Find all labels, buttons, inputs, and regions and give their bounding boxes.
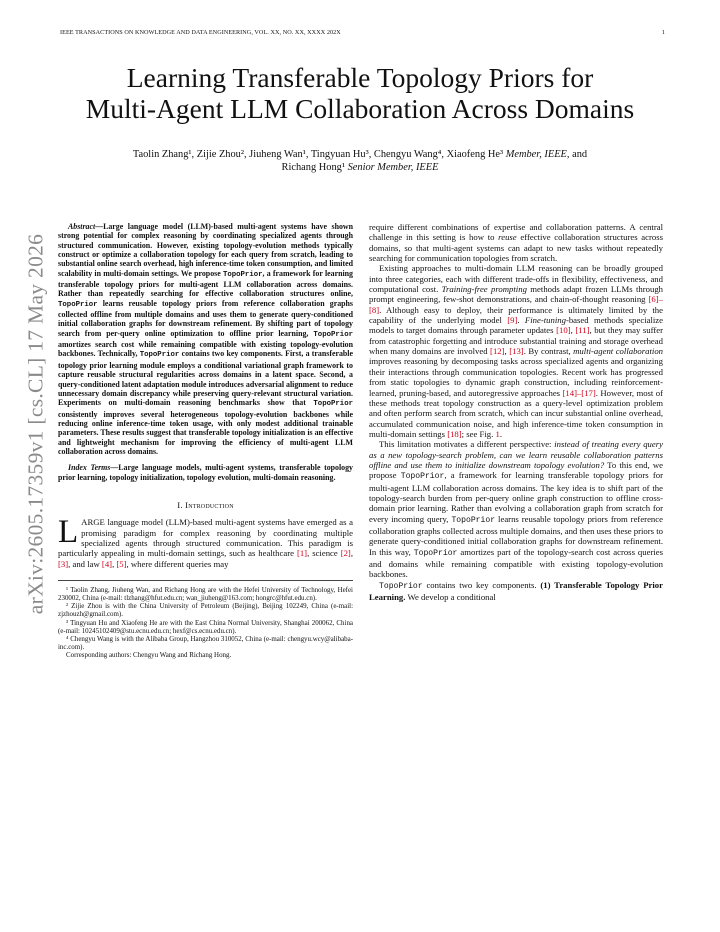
title-line-1: Learning Transferable Topology Priors for — [126, 62, 594, 93]
author-line-2: Richang Hong¹ — [281, 162, 345, 173]
body-text: This limitation motivates a different perspective: — [379, 439, 555, 450]
right-paragraph-2 — [369, 263, 663, 439]
citation-link[interactable]: [9] — [507, 315, 518, 326]
abstract — [58, 222, 353, 456]
author-line-1: Taolin Zhang¹, Zijie Zhou², Jiuheng Wan¹, Tingyuan Hu³, Chengyu Wang⁴, Xiaofeng He³ — [132, 149, 504, 160]
footnote-4: ⁴ Chengyu Wang is with the Alibaba Group, Hangzhou 310052, China (e-mail: chengyu.wcy@alibaba-inc.com). — [58, 634, 353, 652]
intro-text: , — [112, 558, 117, 569]
emphasis: reuse — [498, 232, 517, 243]
citation-link[interactable]: [6]–[8] — [369, 294, 663, 315]
citation-link[interactable]: [3] — [58, 558, 69, 569]
intro-text: , — [350, 548, 353, 559]
bold-run-in-heading: (1) Transferable Topology Prior Learning. — [369, 579, 663, 603]
body-text: To this end, we propose — [369, 459, 663, 481]
body-text: . By contrast, — [523, 346, 574, 357]
body-text: effective collaboration structures across domains, so that multi-agent systems can adapt to new tasks without repeatedly searching for communication topologies from scratch. — [369, 232, 663, 264]
author-list — [52, 148, 668, 174]
abstract-text-2: , a framework for learning transferable topology priors for multi-agent LLM collaboration across domains. Rather than repeatedly searching for effective collaboration structures online, — [58, 268, 353, 299]
footnote-3: ³ Tingyuan Hu and Xiaofeng He are with the East China Normal University, Shanghai 200062, China (e-mail: 10245102409@stu.ecnu.edu.cn; hexf@cs.ecnu.edu.cn). — [58, 618, 353, 635]
citation-link[interactable]: [1] — [296, 548, 308, 559]
abstract-text-3: learns reusable topology priors from reference collaboration graphs collected offline from multiple domains and uses them to generate query-conditioned initial collaboration graphs for downstream refinement. By shifting part of topology search from per-query online optimization to offline prior learning, — [58, 298, 353, 338]
author-line-1-membership: Member, IEEE, — [505, 149, 570, 160]
body-text: , a framework for learning transferable topology priors for multi-agent LLM collaboration across domains. The key idea is to shift part of the topology-search burden from per-query online graph construction to offline cross-domain prior learning. Rather than evolving a collaboration graph from scratch for every incoming query, — [369, 470, 663, 524]
body-text: . Although easy to deploy, their performance is ultimately limited by the capability of the underlying model — [369, 304, 663, 326]
paper-title — [40, 62, 680, 124]
body-text: require different combinations of expertise and collaboration patterns. A central challenge in this setting is how to — [369, 222, 663, 243]
citation-link[interactable]: [13] — [509, 346, 524, 357]
body-text: improves reasoning by decomposing tasks across specialized agents and organizing their interactions through communication topologies. Recent work has progressed from static topologies to dynamic graph construction, including reinforcement-learned, pruning-based, and autoregressive approaches — [369, 356, 663, 398]
abstract-text-5: contains two key components. First, a transferable topology prior learning module employs a conditional variational graph framework to capture reusable structural regularities across domains in a latent space. Second, a query-conditioned latent adaptation module introduces adversarial alignment to reduce unnecessary domain discrepancy while preserving query-relevant structural variation. Experiments on multi-domain reasoning benchmarks show that — [58, 349, 353, 408]
drop-cap: L — [58, 514, 79, 551]
method-name: TopoPrior — [379, 581, 423, 591]
body-text: methods adapt frozen LLMs through prompt engineering, few-shot demonstrations, and chain-of-thought reasoning — [369, 284, 664, 305]
body-text: Existing approaches to multi-domain LLM reasoning can be broadly grouped into three categories, each with different trade-offs in flexibility, effectiveness, and computational cost. — [369, 263, 663, 295]
body-text: , but they may suffer from catastrophic forgetting and introduce substantial training and storage overhead when many domains are involved — [369, 325, 664, 357]
intro-paragraph-1 — [58, 514, 353, 569]
right-paragraph-4 — [369, 580, 663, 603]
citation-link[interactable]: [2] — [340, 548, 351, 559]
footnote-corresponding: Corresponding authors: Chengyu Wang and Richang Hong. — [66, 651, 232, 660]
abstract-text-1: —Large language model (LLM)-based multi-agent systems have shown strong potential for complex reasoning by coordinating specialized agents through structured communication. However, existing topology-evolution methods typically construct or optimize a collaboration topology for each query from scratch, leading to substantial online search overhead, high inference-time token consumption, and limited scalability in multi-domain settings. We propose — [58, 222, 353, 278]
citation-link[interactable]: [14]–[17] — [562, 387, 596, 398]
abstract-text-4: amortizes search cost while remaining compatible with existing topology-evolution backbones. Technically, — [58, 340, 353, 359]
right-paragraph-3 — [369, 439, 663, 579]
citation-link[interactable]: [10] — [556, 325, 571, 336]
method-name: TopoPrior — [400, 472, 445, 482]
method-name: TopoPrior — [58, 300, 98, 309]
body-text: ; see Fig. — [461, 428, 496, 439]
citation-link[interactable]: [18] — [447, 428, 462, 439]
body-text: , — [504, 346, 510, 357]
intro-text: , where different queries may — [126, 558, 229, 569]
index-terms-heading: Index Terms — [68, 463, 111, 473]
index-terms-text: —Large language models, multi-agent systems, transferable topology prior learning, topology initialization, topology evolution, multi-domain reasoning. — [58, 463, 353, 482]
method-name: TopoPrior — [313, 330, 353, 339]
right-column — [369, 222, 663, 602]
abstract-text-6: consistently improves several heterogeneous topology-evolution backbones while reducing online inference-time token usage, with only modest additional trainable parameters. These results suggest that transferable topology initialization is an effective and lightweight mechanism for improving the efficiency of multi-agent LLM collaboration across domains. — [58, 409, 353, 456]
footnote-1: ¹ Taolin Zhang, Jiuheng Wan, and Richang Hong are with the Hefei University of Technology, Hefei 230002, China (e-mail: tlzhang@hfut.edu.cn; wan_jiuheng@163.com; hongrc@hfut.edu.cn). — [58, 586, 353, 603]
section-title: Introduction — [185, 499, 234, 510]
footnotes — [58, 580, 353, 659]
body-text: -based methods specialize models to target domains through parameter updates — [369, 315, 664, 336]
citation-link[interactable]: [4] — [101, 558, 113, 569]
body-text: , — [570, 325, 576, 336]
left-column — [58, 222, 353, 659]
method-name: TopoPrior — [451, 515, 496, 525]
citation-link[interactable]: [12] — [490, 346, 505, 357]
footnote-2: ² Zijie Zhou is with the China University of Petroleum (Beijing), Beijing 102249, China (e-mail: zjzhouzh@gmail.com). — [58, 602, 353, 619]
abstract-heading: Abstract — [68, 222, 96, 231]
journal-name: IEEE TRANSACTIONS ON KNOWLEDGE AND DATA ENGINEERING, VOL. XX, NO. XX, XXXX 202X — [60, 29, 341, 36]
emphasis: Fine-tuning — [524, 315, 566, 326]
section-number: I. — [177, 499, 183, 510]
figure-link[interactable]: 1 — [495, 428, 500, 439]
body-text: learns reusable topology priors from reference collaboration graphs collected across multiple domains, and then uses these priors to generate query-conditioned initial collaboration graphs for downstream refinement. In this way, — [369, 513, 663, 557]
section-heading-introduction — [58, 500, 353, 510]
emphasis: instead of treating every query as a new topology-search problem, can we learn reusable collaboration patterns offline and use them to initialize downstream topology evolution? — [369, 439, 663, 470]
method-name: TopoPrior — [139, 351, 180, 360]
intro-text: , science — [307, 548, 341, 559]
body-text: We develop a conditional — [405, 592, 496, 603]
body-text: . — [517, 315, 525, 326]
page-number: 1 — [661, 29, 665, 36]
emphasis: Training-free prompting — [441, 284, 527, 295]
arxiv-identifier: arXiv:2605.17359v1 [cs.CL] 17 May 2026 — [23, 233, 48, 615]
method-name: TopoPrior — [313, 400, 353, 409]
method-name: TopoPrior — [222, 270, 263, 279]
title-line-2: Multi-Agent LLM Collaboration Across Domains — [85, 93, 635, 124]
right-paragraph-1 — [369, 222, 663, 263]
citation-link[interactable]: [5] — [116, 558, 127, 569]
emphasis: multi-agent collaboration — [573, 346, 664, 357]
citation-link[interactable]: [11] — [575, 325, 590, 336]
intro-text: , and law — [68, 558, 102, 569]
body-text: contains two key components. — [422, 579, 541, 590]
author-line-2-membership: Senior Member, IEEE — [347, 162, 439, 173]
index-terms — [58, 463, 353, 482]
body-text: amortizes part of the topology-search cost across queries and domains while remaining compatible with existing topology-evolution backbones. — [369, 546, 663, 580]
body-text: . — [499, 428, 502, 439]
method-name: TopoPrior — [413, 548, 458, 558]
author-line-1-and: and — [572, 149, 588, 160]
intro-text: language model (LLM)-based multi-agent systems have emerged as a promising paradigm for complex reasoning by coordinating multiple specialized agents through structured communication. This paradigm is particularly appealing in multi-domain settings, such as healthcare — [58, 517, 353, 559]
intro-first-word: ARGE — [81, 517, 105, 528]
body-text: . However, most of these methods treat topology construction as a query-level optimization problem and often perform search from scratch, which can incur substantial online overhead, accumulated communication noise, and high inference-time token consumption in multi-domain settings — [369, 387, 663, 439]
running-header — [60, 29, 665, 36]
